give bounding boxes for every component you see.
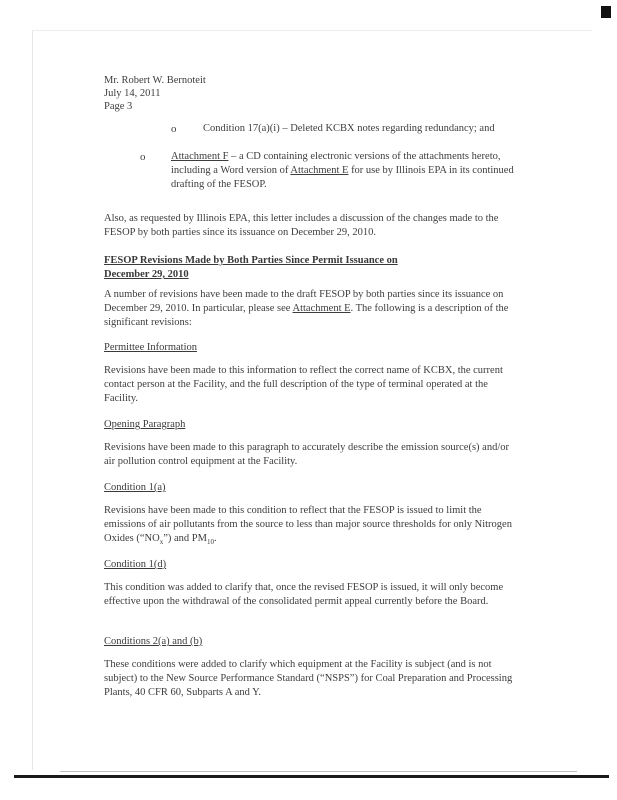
main-paragraph	[104, 288, 516, 330]
attachment-e-reference: Attachment E	[290, 165, 349, 176]
bullet-marker: o	[140, 151, 146, 163]
scan-corner-mark	[601, 6, 611, 18]
scan-edge	[32, 30, 33, 770]
section-heading-permittee-information: Permittee Information	[104, 342, 198, 353]
bullet-text: Condition 17(a)(i) – Deleted KCBX notes regarding redundancy; and	[203, 123, 495, 134]
intro-paragraph: Also, as requested by Illinois EPA, this letter includes a discussion of the changes made to the FESOP by both parties since its issuance on December 29, 2010.	[104, 213, 499, 238]
section-heading-condition-1a: Condition 1(a)	[104, 482, 166, 493]
section-body-permittee-information: Revisions have been made to this information to reflect the correct name of KCBX, the current contact person at the Facility, and the full description of the type of terminal operated at the Facility.	[104, 365, 503, 404]
section-heading-opening-paragraph: Opening Paragraph	[104, 419, 186, 430]
bullet-text: – a CD containing electronic versions of the attachments hereto, including a Word version of	[171, 151, 501, 176]
paragraph-text: Revisions have been made to this condition to reflect that the FESOP is issued to limit the emissions of air pollutants from the source to less than major source thresholds for only Nitrogen Oxides (“NO	[104, 505, 512, 544]
attachment-f-reference: Attachment F	[171, 151, 229, 162]
scan-edge	[32, 30, 592, 31]
section-body-condition-1d: This condition was added to clarify that, once the revised FESOP is issued, it will only become effective upon the withdrawal of the consolidated permit appeal currently before the Board.	[104, 582, 504, 607]
scan-bottom-border	[14, 775, 609, 778]
bullet-marker: o	[171, 123, 177, 135]
list-item	[104, 122, 524, 136]
list-item	[104, 150, 524, 192]
section-body-condition-1a	[104, 504, 516, 549]
scan-divider	[60, 771, 577, 772]
subscript: 10	[206, 538, 214, 547]
letter-header	[104, 74, 206, 113]
subscript: x	[159, 538, 164, 547]
section-body-opening-paragraph: Revisions have been made to this paragraph to accurately describe the emission source(s) and/or air pollution control equipment at the Facility.	[104, 442, 509, 467]
paragraph-text: ”) and PM	[163, 533, 207, 544]
main-section-heading: FESOP Revisions Made by Both Parties Since Permit Issuance on December 29, 2010	[104, 255, 398, 280]
recipient-name: Mr. Robert W. Bernoteit	[104, 75, 206, 86]
paragraph-text: . The following is a description of the significant revisions:	[104, 303, 509, 328]
bullet-text: for use by Illinois EPA in its continued drafting of the FESOP.	[171, 165, 514, 190]
paragraph-text: A number of revisions have been made to the draft FESOP by both parties since its issuance on December 29, 2010. In particular, please see	[104, 289, 504, 314]
page-number: Page 3	[104, 101, 133, 112]
section-heading-condition-1d: Condition 1(d)	[104, 559, 167, 570]
section-body-conditions-2a-2b: These conditions were added to clarify which equipment at the Facility is subject (and is not subject) to the New Source Performance Standard (“NSPS”) for Coal Preparation and Processing Plants, 40 CFR 60, Subparts A and Y.	[104, 659, 513, 698]
letter-date: July 14, 2011	[104, 88, 161, 99]
bullet-list	[104, 122, 524, 206]
attachment-e-reference: Attachment E	[292, 303, 351, 314]
paragraph-text: .	[213, 533, 217, 544]
section-heading-conditions-2a-2b: Conditions 2(a) and (b)	[104, 636, 203, 647]
